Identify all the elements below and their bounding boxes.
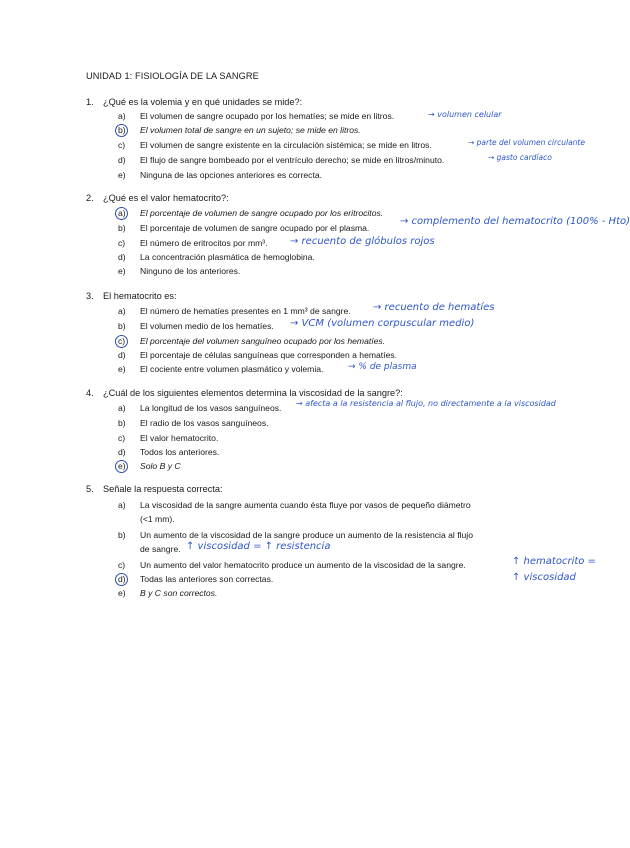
handwritten-note: → % de plasma (348, 362, 417, 372)
question-3: 3. El hematocrito es: (86, 291, 177, 301)
q5-option-a-continuation: (<1 mm). (140, 514, 175, 524)
handwritten-note: → recuento de hematíes (373, 302, 495, 313)
question-4: 4. ¿Cuál de los siguientes elementos determina la viscosidad de la sangre?: (86, 388, 403, 398)
handwritten-note: ↑ viscosidad = ↑ resistencia (186, 541, 331, 552)
handwritten-note: → gasto cardíaco (488, 153, 552, 162)
q5-option-b-continuation: de sangre. (140, 544, 181, 554)
handwritten-note: → volumen celular (428, 110, 502, 119)
document-title: UNIDAD 1: FISIOLOGÍA DE LA SANGRE (86, 71, 259, 81)
question-1: 1. ¿Qué es la volemia y en qué unidades se mide?: (86, 97, 303, 107)
handwritten-note: → parte del volumen circulante (468, 138, 585, 147)
handwritten-note: ↑ viscosidad (512, 572, 576, 583)
question-2: 2. ¿Qué es el valor hematocrito?: (86, 193, 229, 203)
handwritten-note: → recuento de glóbulos rojos (290, 236, 435, 247)
question-5: 5. Señale la respuesta correcta: (86, 484, 223, 494)
handwritten-note: ↑ hematocrito = (512, 556, 596, 567)
handwritten-note: → afecta a la resistencia al flujo, no directamente a la viscosidad (296, 399, 556, 408)
document-page: UNIDAD 1: FISIOLOGÍA DE LA SANGRE 1. ¿Qué es la volemia y en qué unidades se mide?: a) El volumen de sangre ocupado por los hematíes; se mide en litros. b) El volumen total de sangre en un sujeto; se mide en litros. c) El volumen de sangre existente en la circulación sistémica; se mide en litros. d) El flujo de sangre bombeado por el ventrículo derecho; se mide en litros/minuto. e) Ninguna de las opciones anteriores es correcta. → volumen celular → parte del volumen circulante → gasto cardíaco 2. ¿Qué es el valor hematocrito?: a) El porcentaje de volumen de sangre ocupado por los eritrocitos. b) El porcentaje de volumen de sangre ocupado por el plasma. c) El número de eritrocitos por mm³. d) La concentración plasmática de hemoglobina. e) Ninguno de los anteriores. → complemento del hematocrito (100% - Hto) → recuento de glóbulos rojos 3. El hematocrito es: a) El número de hematíes presentes en 1 mm³ de sangre. b) El volumen medio de los hematíes. c) El porcentaje del volumen sanguíneo ocupado por los hematíes. d) El porcentaje de células sanguíneas que corresponden a hematíes. e) El cociente entre volumen plasmático y volemia. → recuento de hematíes → VCM (volumen corpuscular medio) → % de plasma 4. ¿Cuál de los siguientes elementos determina la viscosidad de la sangre?: a) La longitud de los vasos sanguíneos. b) El radio de los vasos sanguíneos. c) El valor hematocrito. d) Todos los anteriores. e) Solo B y C → afecta a la resistencia al flujo, no directamente a la viscosidad 5. Señale la respuesta correcta: a) La viscosidad de la sangre aumenta cuando ésta fluye por vasos de pequeño diámetro (<1 mm). b) Un aumento de la viscosidad de la sangre produce un aumento de la resistencia al flujo de sangre. c) Un aumento del valor hematocrito produce un aumento de la viscosidad de la sangre. d) Todas las anteriores son correctas. e) B y C son correctos. ↑ viscosidad = ↑ resistencia ↑ hematocrito = ↑ viscosidad (86, 71, 630, 598)
handwritten-note: → VCM (volumen corpuscular medio) (290, 318, 475, 329)
handwritten-note: → complemento del hematocrito (100% - Hto) (400, 216, 630, 227)
